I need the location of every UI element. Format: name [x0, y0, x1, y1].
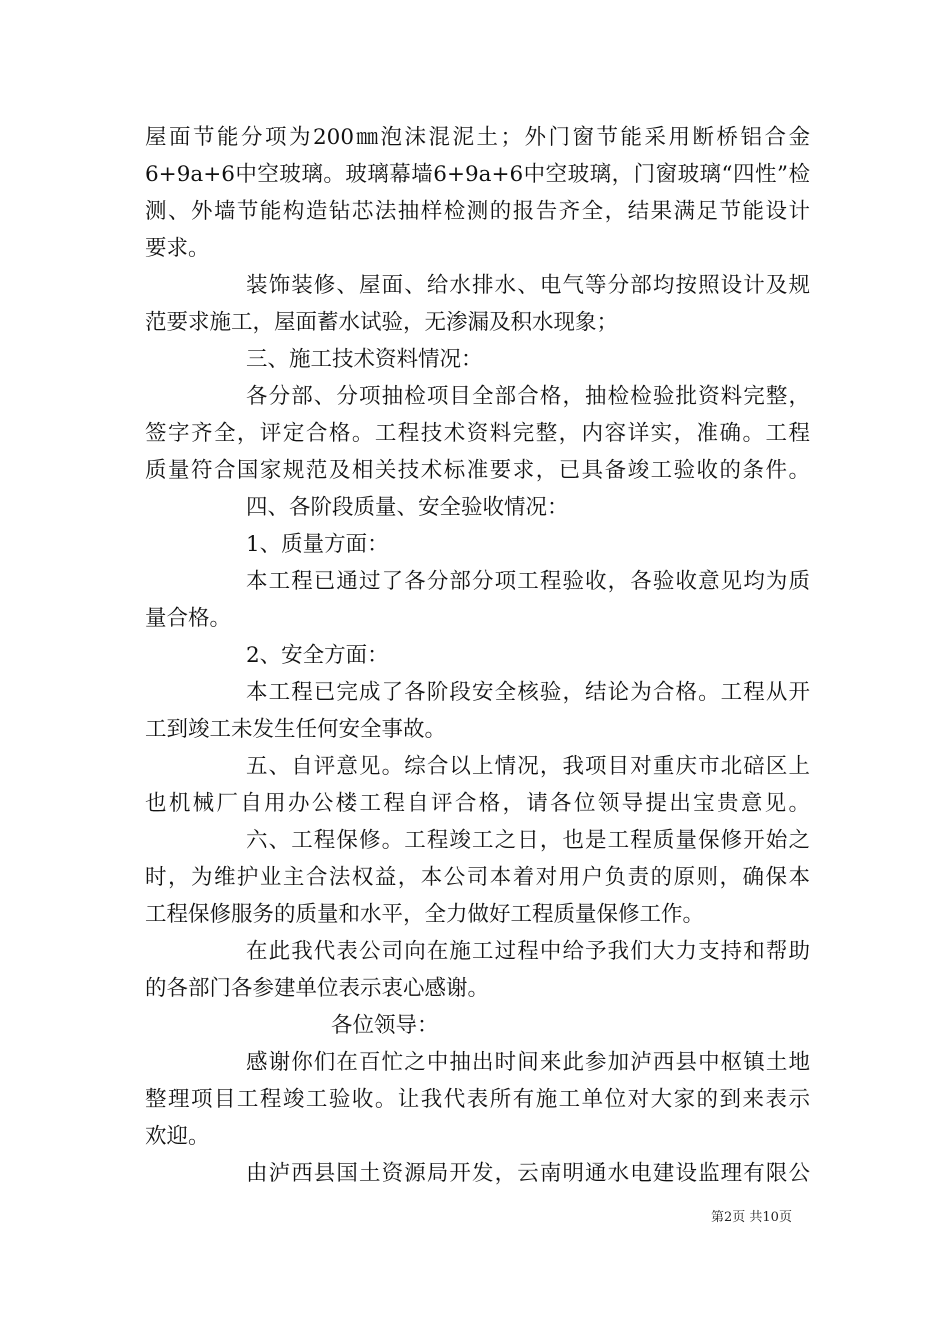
paragraph-start: 感谢你们在百忙之中抽出时间来此参加泸西县中枢镇土地 [246, 1050, 810, 1075]
text-line: 整理项目工程竣工验收。让我代表所有施工单位对大家的到来表示 [145, 1087, 810, 1112]
text-line: 签字齐全，评定合格。工程技术资料完整，内容详实，准确。工程 [145, 421, 810, 446]
text-line: 时，为维护业主合法权益，本公司本着对用户负责的原则，确保本 [145, 865, 810, 890]
text-line: 也机械厂自用办公楼工程自评合格，请各位领导提出宝贵意见。 [145, 791, 810, 816]
page-number-footer: 第2页 共10页 [711, 1210, 792, 1225]
section-heading: 三、施工技术资料情况： [246, 347, 483, 372]
paragraph-start: 本工程已完成了各阶段安全核验，结论为合格。工程从开 [246, 680, 810, 705]
paragraph-start: 由泸西县国土资源局开发，云南明通水电建设监理有限公 [246, 1161, 810, 1186]
text-line: 屋面节能分项为200㎜泡沫混泥土；外门窗节能采用断桥铝合金 [145, 125, 810, 150]
text-line: 工程保修服务的质量和水平，全力做好工程质量保修工作。 [145, 902, 705, 927]
subsection-heading: 2、安全方面： [246, 643, 389, 668]
section-heading: 四、各阶段质量、安全验收情况： [246, 495, 569, 520]
paragraph-start: 本工程已通过了各分部分项工程验收，各验收意见均为质 [246, 569, 810, 594]
text-line: 量合格。 [145, 606, 232, 631]
text-line: 的各部门各参建单位表示衷心感谢。 [145, 976, 490, 1001]
salutation: 各位领导： [331, 1013, 439, 1038]
text-line: 6+9a+6中空玻璃。玻璃幕墙6+9a+6中空玻璃，门窗玻璃“四性”检 [145, 162, 810, 187]
text-line: 工到竣工未发生任何安全事故。 [145, 717, 447, 742]
text-line: 要求。 [145, 236, 210, 261]
paragraph-start: 装饰装修、屋面、给水排水、电气等分部均按照设计及规 [246, 273, 810, 298]
paragraph-start: 在此我代表公司向在施工过程中给予我们大力支持和帮助 [246, 939, 810, 964]
text-line: 欢迎。 [145, 1124, 210, 1149]
text-line: 质量符合国家规范及相关技术标准要求，已具备竣工验收的条件。 [145, 458, 810, 483]
paragraph-start: 各分部、分项抽检项目全部合格，抽检检验批资料完整， [246, 384, 810, 409]
paragraph-start: 五、自评意见。综合以上情况，我项目对重庆市北碚区上 [246, 754, 810, 779]
text-line: 测、外墙节能构造钻芯法抽样检测的报告齐全，结果满足节能设计 [145, 199, 810, 224]
subsection-heading: 1、质量方面： [246, 532, 389, 557]
document-body [145, 119, 810, 1192]
text-line: 范要求施工，屋面蓄水试验，无渗漏及积水现象； [145, 310, 619, 335]
paragraph-start: 六、工程保修。工程竣工之日，也是工程质量保修开始之 [246, 828, 810, 853]
